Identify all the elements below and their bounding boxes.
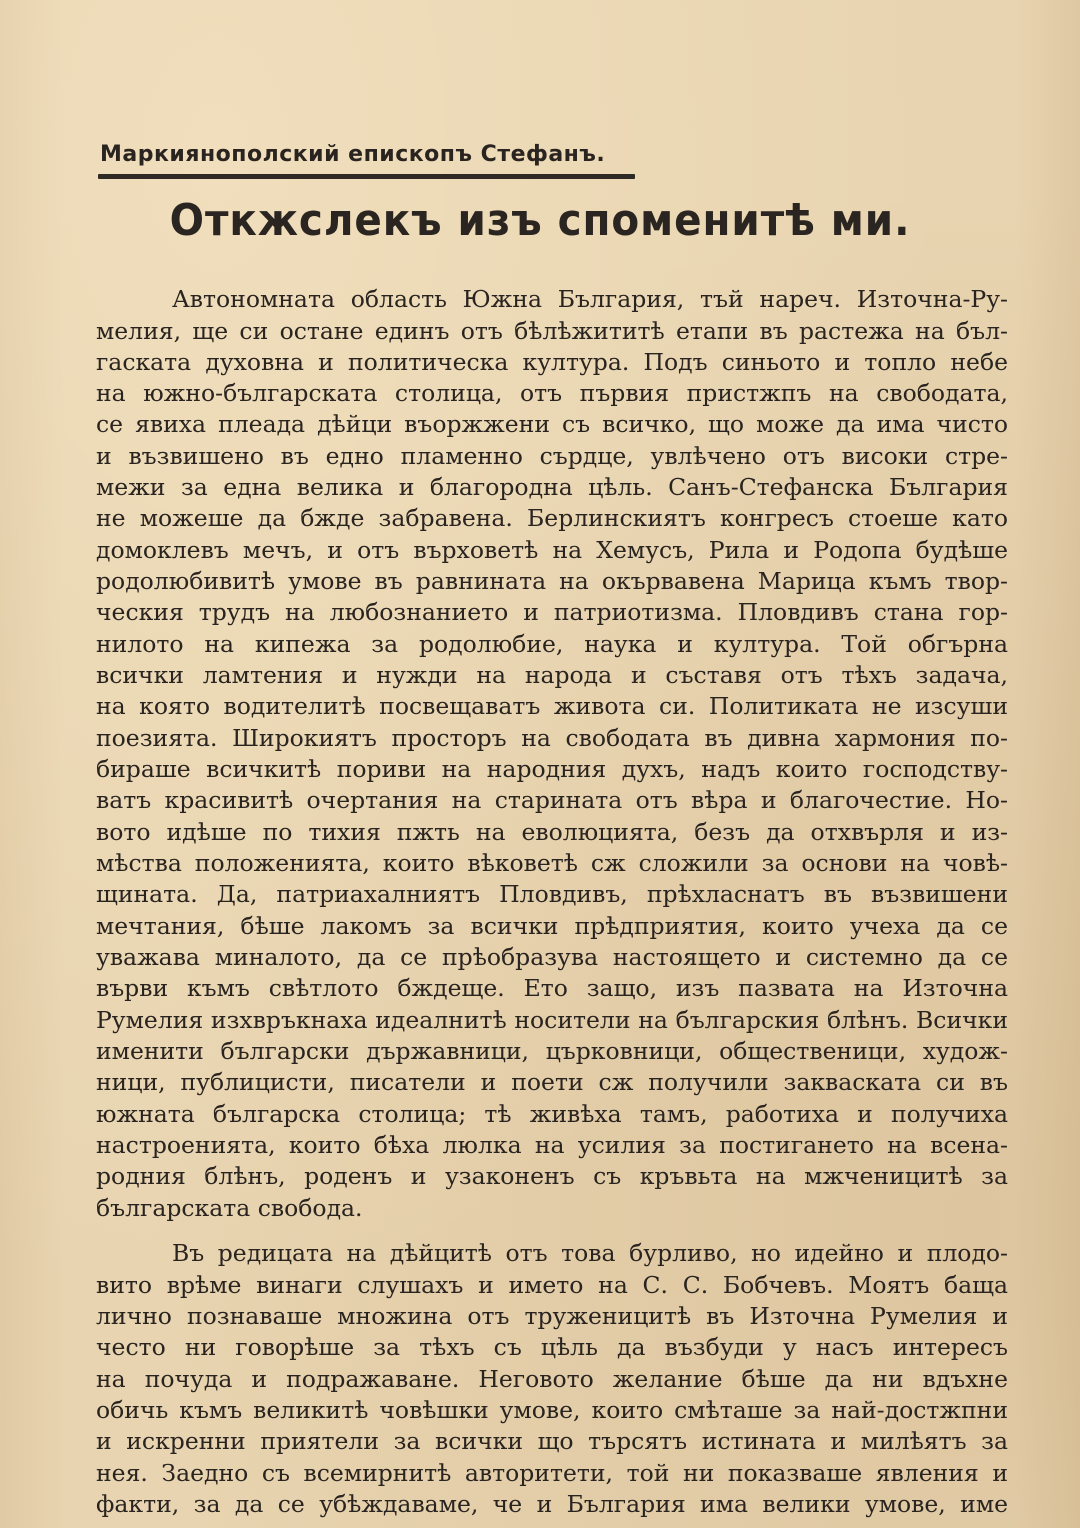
text-line: на която водителитѣ посвещаватъ живота си. Политиката не изсуши: [96, 692, 1008, 720]
text-line: лично познаваше множина отъ труженицитѣ въ Източна Румелия и: [96, 1302, 1008, 1330]
text-line: факти, за да се убѣждаваме, че и България има велики умове, име: [96, 1490, 1008, 1518]
text-line: вито врѣме винаги слушахъ и името на С. С. Бобчевъ. Моятъ баща: [96, 1271, 1008, 1299]
text-line: обичь къмъ великитѣ човѣшки умове, които смѣташе за най-достжпни: [96, 1396, 1008, 1424]
text-line: гаската духовна и политическа култура. Подъ синьото и топло небе: [96, 348, 1008, 376]
text-line: настроенията, които бѣха люлка на усилия за постигането на всена-: [96, 1131, 1008, 1159]
text-line: и искренни приятели за всички що търсятъ истината и милѣятъ за: [96, 1427, 1008, 1455]
text-line: мѣства положенията, които вѣковетѣ сж сложили за основи на човѣ-: [96, 849, 1008, 877]
text-line: уважава миналото, да се прѣобразува настоящето и системно да се: [96, 943, 1008, 971]
text-line: върви къмъ свѣтлото бждеще. Ето защо, изъ пазвата на Източна: [96, 974, 1008, 1002]
author-line: Маркиянополский епископъ Стефанъ.: [100, 142, 606, 167]
text-line: бираше всичкитѣ пориви на народния духъ, надъ които господству-: [96, 755, 1008, 783]
text-line: нея. Заедно съ всемирнитѣ авторитети, той ни показваше явления и: [96, 1459, 1008, 1487]
text-line: Въ редицата на дѣйцитѣ отъ това бурливо, но идейно и плодо-: [172, 1239, 1008, 1267]
text-line: мелия, ще си остане единъ отъ бѣлѣжититѣ етапи въ растежа на бъл-: [96, 317, 1008, 345]
text-line: южната българска столица; тѣ живѣха тамъ, работиха и получиха: [96, 1100, 1008, 1128]
text-line: нилото на кипежа за родолюбие, наука и култура. Той обгърна: [96, 630, 1008, 658]
text-line: на южно-българската столица, отъ първия пристжпъ на свободата,: [96, 379, 1008, 407]
text-line: Румелия изхвръкнаха идеалнитѣ носители на българския блѣнъ. Всички: [96, 1006, 1008, 1034]
text-line: межи за една велика и благородна цѣль. Санъ-Стефанска България: [96, 473, 1008, 501]
text-line: вото идѣше по тихия пжть на еволюцията, безъ да отхвърля и из-: [96, 818, 1008, 846]
text-line: домоклевъ мечъ, и отъ върховетѣ на Хемусъ, Рила и Родопа будѣше: [96, 536, 1008, 564]
text-line: не можеше да бжде забравена. Берлинскиятъ конгресъ стоеше като: [96, 504, 1008, 532]
text-line: често ни говорѣше за тѣхъ съ цѣль да възбуди у насъ интересъ: [96, 1333, 1008, 1361]
text-line: на почуда и подражаване. Неговото желание бѣше да ни вдъхне: [96, 1365, 1008, 1393]
text-line: българската свобода.: [96, 1194, 363, 1222]
text-line: ватъ красивитѣ очертания на старината отъ вѣра и благочестие. Но-: [96, 786, 1008, 814]
text-line: щината. Да, патриахалниятъ Пловдивъ, прѣхласнатъ въ възвишени: [96, 880, 1008, 908]
text-line: родния блѣнъ, роденъ и узаконенъ съ кръвьта на мжченицитѣ за: [96, 1162, 1008, 1190]
text-line: и възвишено въ едно пламенно сърдце, увлѣчено отъ високи стре-: [96, 442, 1008, 470]
article-title: Откжслекъ изъ споменитѣ ми.: [169, 195, 911, 246]
text-line: родолюбивитѣ умове въ равнината на окървавена Марица къмъ твор-: [96, 567, 1008, 595]
text-line: поезията. Широкиятъ просторъ на свободата въ дивна хармония по-: [96, 724, 1008, 752]
text-line: Автономната область Южна България, тъй нареч. Източна-Ру-: [172, 285, 1008, 313]
text-line: мечтания, бѣше лакомъ за всички прѣдприятия, които учеха да се: [96, 912, 1008, 940]
text-line: ници, публицисти, писатели и поети сж получили закваската си въ: [96, 1068, 1008, 1096]
text-line: именити български държавници, църковници, общественици, худож-: [96, 1037, 1008, 1065]
text-line: се явиха плеада дѣйци въоржжени съ всичко, що може да има чисто: [96, 410, 1008, 438]
text-line: ческия трудъ на любознанието и патриотизма. Пловдивъ стана гор-: [96, 598, 1008, 626]
text-line: всички ламтения и нужди на народа и съставя отъ тѣхъ задача,: [96, 661, 1008, 689]
